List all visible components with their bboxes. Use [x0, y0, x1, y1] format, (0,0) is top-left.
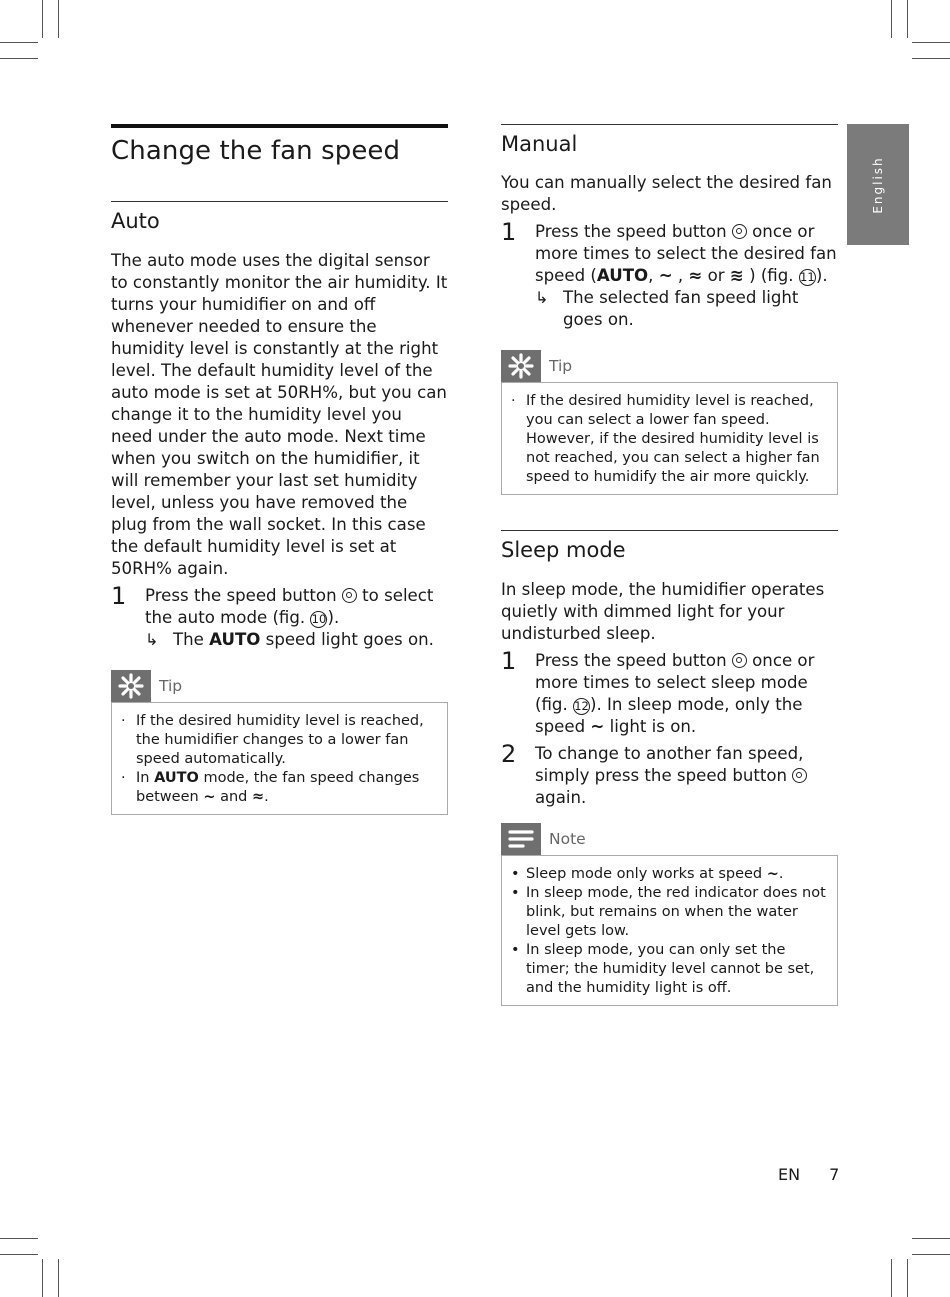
result-arrow-icon: ↳ [145, 630, 159, 649]
figure-number: 12 [574, 699, 589, 713]
page-footer [778, 1165, 839, 1184]
speed-high-icon: ≋ [729, 266, 744, 285]
fan-speed-icon [792, 768, 807, 783]
auto-step-1-result: ↳ The AUTO speed light goes on. [145, 630, 434, 649]
tip-item: · If the desired humidity level is reached, you can select a lower fan speed. However, if the desired humidity level is not reached, you can select a higher fan speed to humidify the air more quickly. [511, 393, 820, 485]
note-title: Note [549, 830, 586, 848]
page-number: 7 [829, 1165, 840, 1184]
section-rule [501, 530, 838, 531]
language-tab-label: English [871, 155, 885, 214]
step-number: 2 [501, 740, 517, 768]
speed-low-icon: ~ [658, 266, 673, 285]
step-number: 1 [501, 218, 517, 246]
note-box [501, 855, 838, 1006]
tip-icon [501, 350, 541, 382]
tip-header [111, 670, 448, 702]
tip-box [501, 382, 838, 495]
figure-number: 11 [800, 270, 815, 284]
auto-description: The auto mode uses the digital sensor to constantly monitor the air humidity. It turns your humidifier on and off whenever needed to ensure the humidity level is constantly at the right level. The default humidity level of the auto mode is set at 50RH%, but you can change it to the humidity level you need under the auto mode. Next time when you switch on the humidifier, it will remember your last set humidity level, unless you have removed the plug from the wall socket. In this case the default humidity level is set at 50RH% again. [111, 251, 448, 578]
tip-box [111, 702, 448, 815]
page-title: Change the fan speed [111, 136, 401, 166]
language-tab [847, 124, 909, 245]
tip-item: · In AUTO mode, the fan speed changes between ~ and ≈. [121, 770, 420, 805]
title-rule [111, 124, 448, 128]
sleep-heading: Sleep mode [501, 538, 626, 562]
fan-speed-icon [342, 588, 357, 603]
auto-heading: Auto [111, 209, 160, 233]
manual-step-1: 1 Press the speed button once or more times to select the desired fan speed (AUTO, ~ , ≈ or ≋ ) (fig. 11). [501, 218, 837, 285]
speed-mid-icon: ≈ [688, 266, 703, 285]
right-column [501, 124, 838, 1006]
speed-low-icon: ~ [766, 866, 779, 882]
speed-low-icon: ~ [203, 789, 216, 805]
figure-number: 10 [311, 612, 327, 626]
note-icon [501, 823, 541, 855]
step-number: 1 [111, 582, 127, 610]
left-column [111, 124, 448, 815]
manual-description: You can manually select the desired fan speed. [501, 173, 832, 214]
sleep-step-1: 1 Press the speed button once or more times to select sleep mode (fig. 12). In sleep mode, only the speed ~ light is on. [501, 647, 815, 736]
step-number: 1 [501, 647, 517, 675]
tip-item: · If the desired humidity level is reached, the humidifier changes to a lower fan speed automatically. [121, 713, 424, 767]
manual-step-1-result: ↳ The selected fan speed light goes on. [535, 288, 799, 329]
section-rule [111, 201, 448, 202]
note-item: • In sleep mode, the red indicator does not blink, but remains on when the water level gets low. [511, 885, 826, 939]
speed-low-icon: ~ [590, 717, 605, 736]
result-arrow-icon: ↳ [535, 288, 549, 307]
speed-mid-icon: ≈ [251, 789, 265, 805]
tip-header [501, 350, 838, 382]
note-item: • Sleep mode only works at speed ~. [511, 866, 784, 882]
sleep-step-2: 2 To change to another fan speed, simply press the speed button again. [501, 743, 838, 809]
manual-heading: Manual [501, 132, 578, 156]
fan-speed-icon [732, 224, 747, 239]
tip-icon [111, 670, 151, 702]
auto-step-1: 1 Press the speed button to select the auto mode (fig. 10). [111, 582, 434, 627]
sleep-description: In sleep mode, the humidifier operates quietly with dimmed light for your undisturbed sleep. [501, 580, 825, 643]
tip-title: Tip [159, 677, 183, 695]
section-rule [501, 124, 838, 125]
tip-title: Tip [549, 357, 573, 375]
note-item: • In sleep mode, you can only set the timer; the humidity level cannot be set, and the humidity light is off. [511, 942, 815, 996]
footer-language: EN [778, 1165, 801, 1184]
fan-speed-icon [732, 653, 747, 668]
note-header [501, 823, 838, 855]
